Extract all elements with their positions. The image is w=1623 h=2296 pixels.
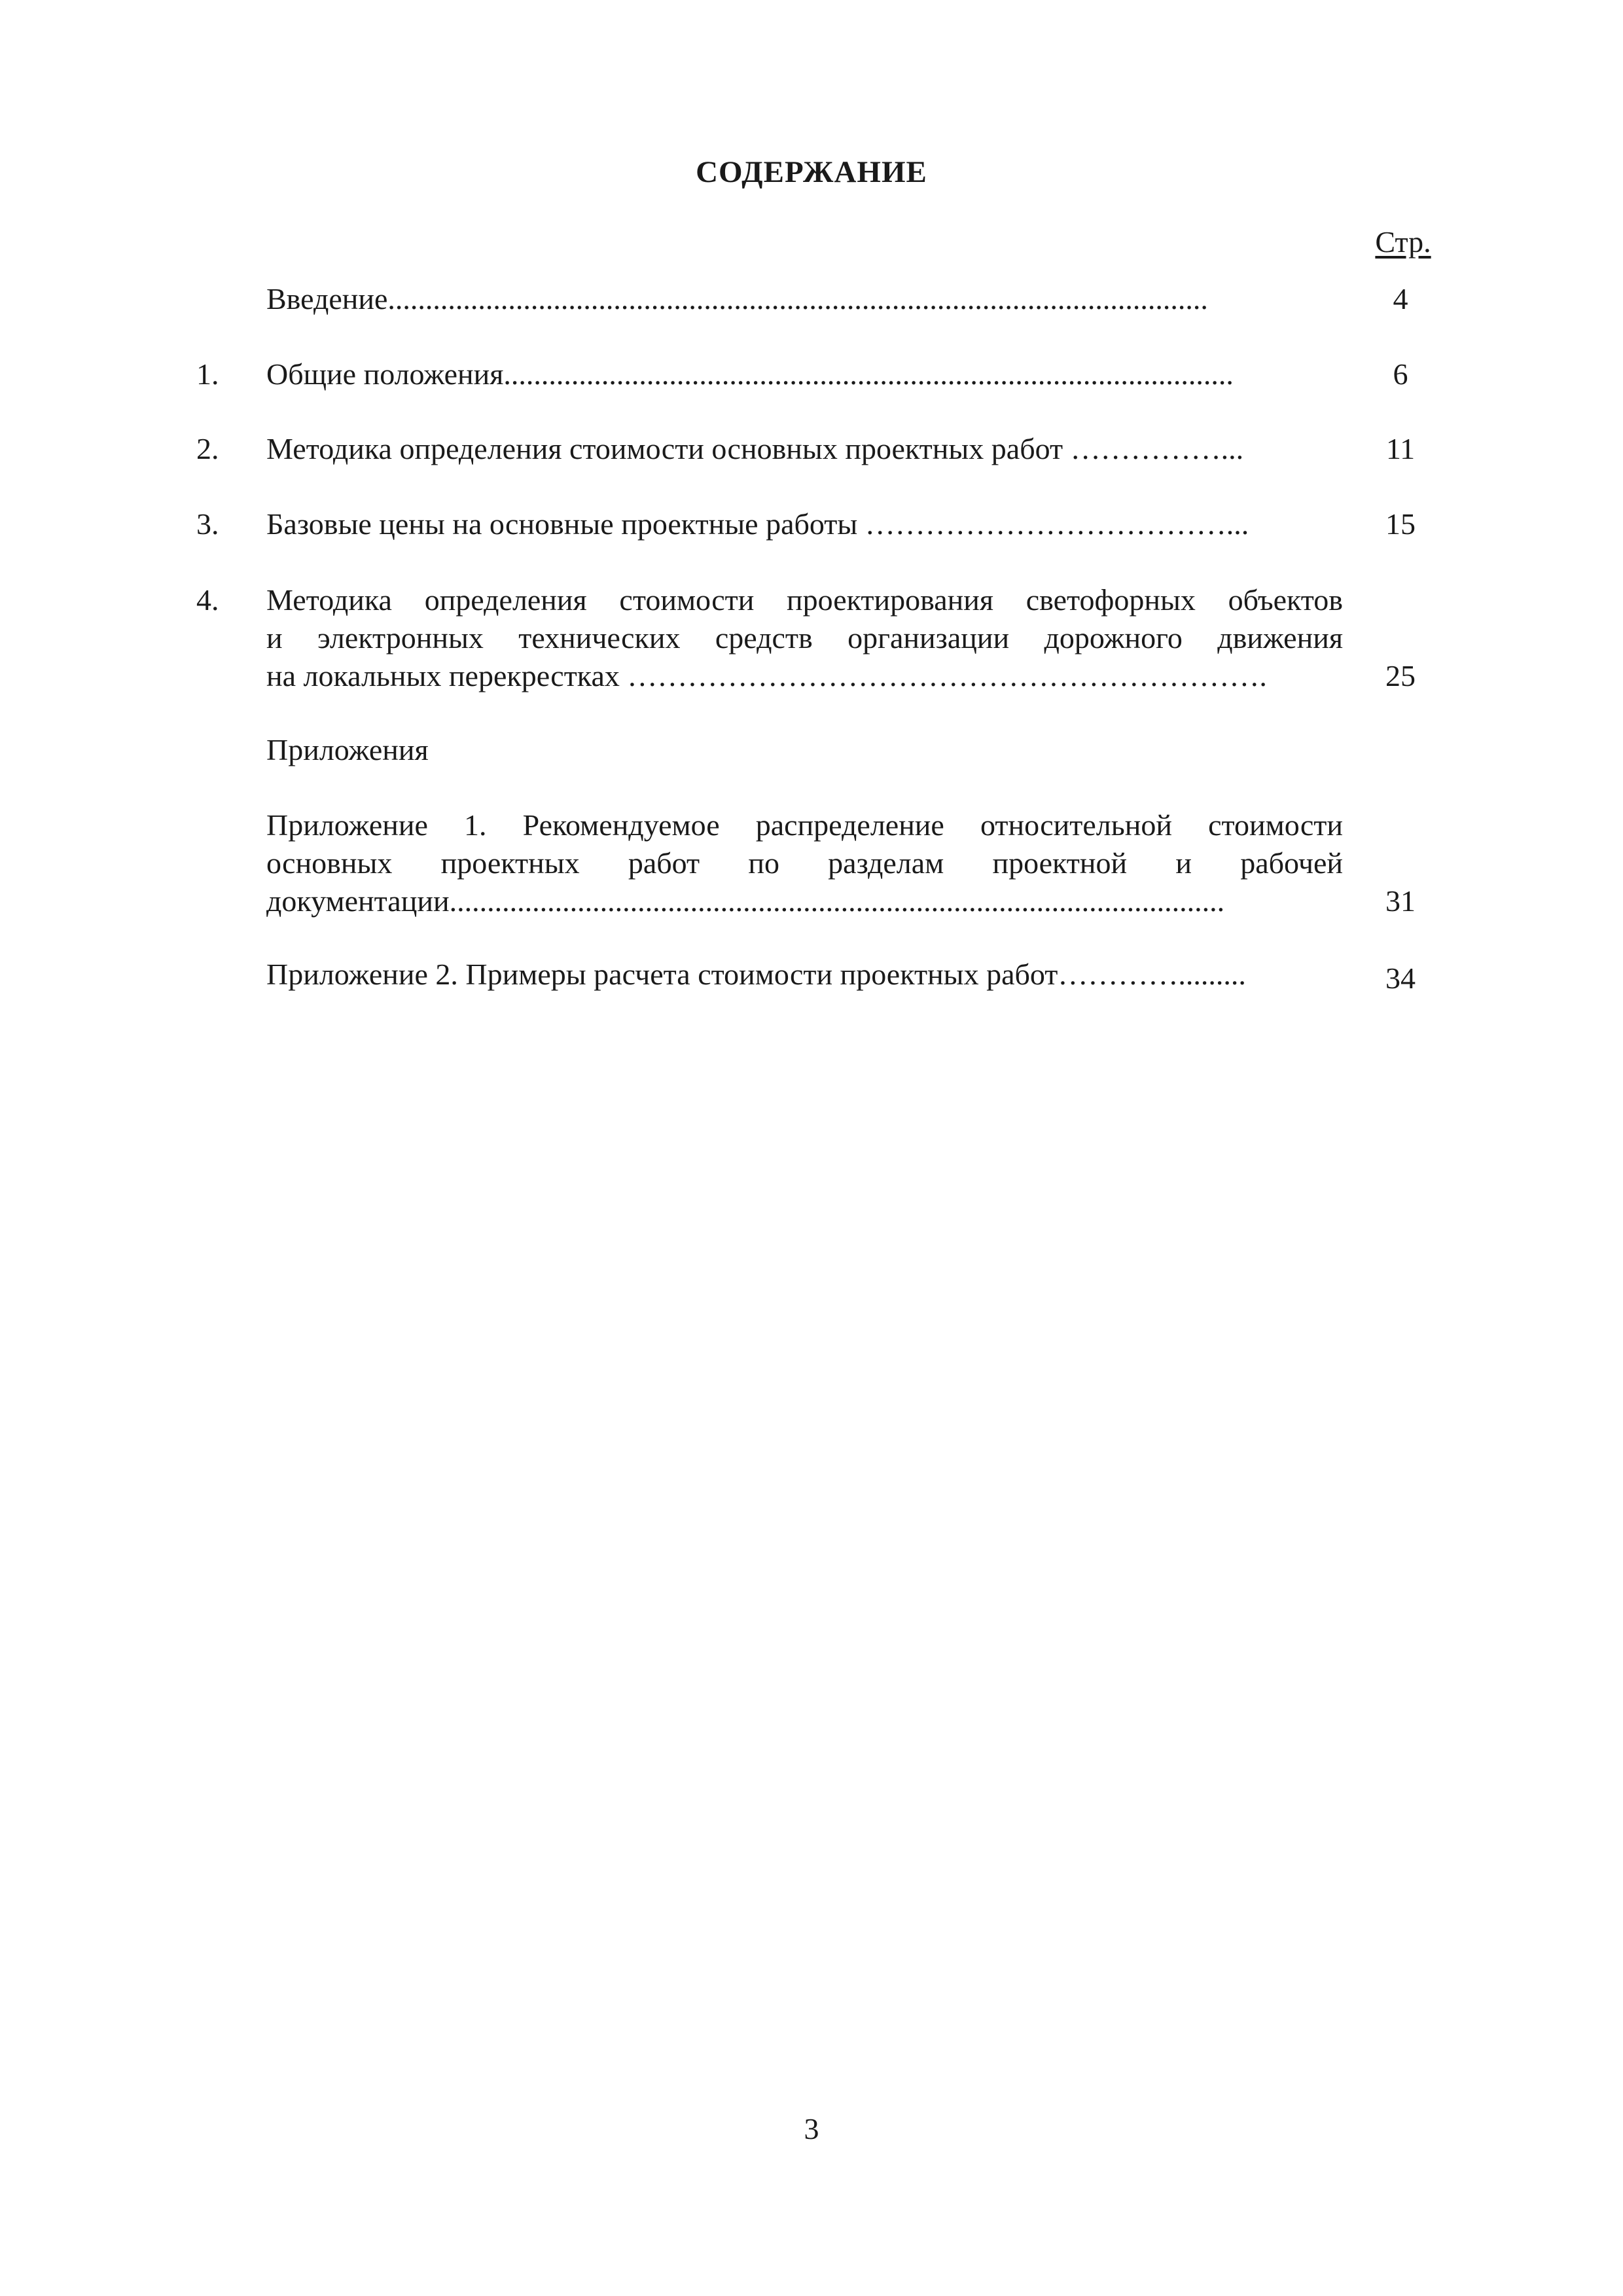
- toc-entry-text: Приложение 2. Примеры расчета стоимости проектных работ………….........: [266, 958, 1246, 991]
- toc-entry-text-line: Методика определения стоимости проектирования светофорных объектов: [266, 583, 1343, 617]
- appendices-heading: [196, 731, 1440, 769]
- toc-entry-appendix-2[interactable]: [196, 956, 1440, 994]
- toc-entry-text: Методика определения стоимости основных проектных работ ……………...: [266, 432, 1244, 465]
- toc-entry-text-line: на локальных перекрестках ……………………………………………………….: [266, 659, 1267, 692]
- toc-entry-number: 2.: [196, 432, 219, 465]
- toc-entry-text: Введение.............................................................................................................: [266, 282, 1208, 315]
- page-column-header: Стр.: [1375, 225, 1431, 259]
- toc-entry-page: 6: [1393, 357, 1408, 391]
- toc-entry-page: 15: [1385, 507, 1416, 541]
- page-number: 3: [804, 2112, 819, 2145]
- appendices-heading-text: Приложения: [266, 733, 429, 766]
- toc-entry-text-line: документации.......................................................................................................: [266, 884, 1225, 918]
- toc-entry-base-prices[interactable]: [196, 505, 1440, 543]
- toc-entry-page: 31: [1385, 884, 1416, 918]
- toc-entry-page: 34: [1385, 961, 1416, 995]
- toc-entry-text: Базовые цены на основные проектные работы ………………………………...: [266, 507, 1249, 541]
- toc-entry-text-line: Приложение 1. Рекомендуемое распределение относительной стоимости: [266, 808, 1343, 842]
- toc-entry-method-basic[interactable]: [196, 430, 1440, 468]
- toc-entry-text-line: основных проектных работ по разделам проектной и рабочей: [266, 846, 1343, 880]
- toc-entry-number: 4.: [196, 583, 219, 617]
- toc-entry-page: 25: [1385, 659, 1416, 692]
- toc-entry-general[interactable]: [196, 355, 1440, 393]
- toc-entry-intro[interactable]: [196, 280, 1440, 318]
- toc-entry-text-line: и электронных технических средств организации дорожного движения: [266, 621, 1343, 655]
- toc-entry-page: 11: [1385, 432, 1416, 465]
- toc-entry-appendix-1[interactable]: [196, 806, 1440, 920]
- toc-entry-number: 1.: [196, 357, 219, 391]
- toc-entry-page: 4: [1393, 282, 1408, 315]
- page-title: СОДЕРЖАНИЕ: [696, 155, 927, 189]
- toc-entry-method-traffic[interactable]: [196, 581, 1440, 695]
- toc-entry-text: Общие положения.................................................................................................: [266, 357, 1234, 391]
- toc-entry-number: 3.: [196, 507, 219, 541]
